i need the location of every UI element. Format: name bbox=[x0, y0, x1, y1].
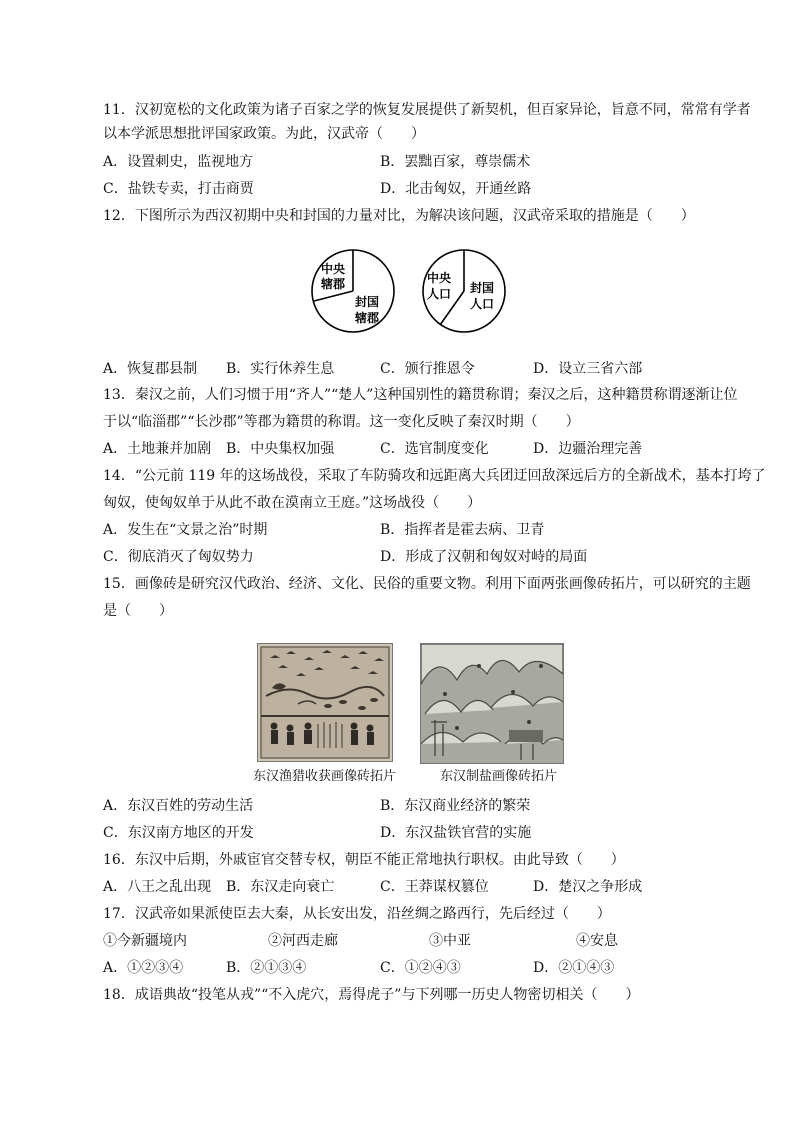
pie1-small-label1: 中央 bbox=[321, 262, 346, 276]
q15-option-d: D．东汉盐铁官营的实施 bbox=[380, 825, 532, 841]
pie1-large-label2: 辖郡 bbox=[355, 311, 380, 325]
q14-option-d: D．形成了汉朝和匈奴对峙的局面 bbox=[380, 549, 588, 565]
q17-stem-line1: 17．汉武帝如果派使臣去大秦，从长安出发，沿丝绸之路西行，先后经过（ ） bbox=[103, 906, 611, 922]
q17-item-2: ②河西走廊 bbox=[268, 933, 338, 949]
q17-item-4: ④安息 bbox=[576, 933, 618, 949]
q13-option-a: A．土地兼并加剧 bbox=[103, 441, 212, 457]
q12-option-c: C．颁行推恩令 bbox=[380, 361, 475, 377]
q11-option-c: C．盐铁专卖，打击商贾 bbox=[103, 181, 254, 197]
q15-option-b: B．东汉商业经济的繁荣 bbox=[380, 798, 531, 814]
q11-stem-line1: 11．汉初宽松的文化政策为诸子百家之学的恢复发展提供了新契机，但百家异论，旨意不同，常常有学者 bbox=[103, 102, 751, 118]
q13-stem-line1: 13．秦汉之前，人们习惯于用“齐人”“楚人”这种国别性的籍贯称谓；秦汉之后，这种籍贯称谓逐渐让位 bbox=[103, 387, 738, 403]
rubbing-caption-2: 东汉制盐画像砖拓片 bbox=[440, 769, 558, 784]
q14-option-c: C．彻底消灭了匈奴势力 bbox=[103, 549, 254, 565]
q12-option-a: A．恢复郡县制 bbox=[103, 361, 198, 377]
q13-option-c: C．选官制度变化 bbox=[380, 441, 489, 457]
pie2-small-label2: 人口 bbox=[427, 287, 452, 301]
q16-stem-line1: 16．东汉中后期，外戚宦官交替专权，朝臣不能正常地执行职权。由此导致（ ） bbox=[103, 852, 625, 868]
pie-chart-population bbox=[420, 246, 508, 340]
q15-option-c: C．东汉南方地区的开发 bbox=[103, 825, 254, 841]
q14-option-a: A．发生在“文景之治”时期 bbox=[103, 522, 268, 538]
q16-option-c: C．王莽谋权篡位 bbox=[380, 879, 489, 895]
q17-option-c: C．①②④③ bbox=[380, 960, 461, 976]
q14-stem-line1: 14．“公元前 119 年的这场战役，采取了车防骑攻和远距离大兵团迂回敌深远后方的全新战术，基本打垮了 bbox=[103, 468, 766, 484]
rubbing-caption-1: 东汉渔猎收获画像砖拓片 bbox=[253, 769, 397, 784]
pie2-large-label2: 人口 bbox=[470, 297, 495, 311]
q17-option-a: A．①②③④ bbox=[103, 960, 184, 976]
q11-option-d: D．北击匈奴，开通丝路 bbox=[380, 181, 532, 197]
pie2-large-label1: 封国 bbox=[470, 281, 495, 295]
q12-stem-line1: 12．下图所示为西汉初期中央和封国的力量对比，为解决该问题，汉武帝采取的措施是（ ） bbox=[103, 208, 695, 224]
q11-option-a: A．设置刺史，监视地方 bbox=[103, 154, 254, 170]
q17-item-3: ③中亚 bbox=[429, 933, 471, 949]
q12-option-b: B．实行休养生息 bbox=[226, 361, 335, 377]
q11-stem-line2: 以本学派思想批评国家政策。为此，汉武帝（ ） bbox=[103, 126, 425, 142]
pie1-small-label2: 辖郡 bbox=[321, 277, 346, 291]
pie1-large-label1: 封国 bbox=[355, 295, 380, 309]
fishing-hunting-harvest-rubbing-image bbox=[257, 643, 393, 762]
q17-item-1: ①今新疆境内 bbox=[103, 933, 187, 949]
q16-option-a: A．八王之乱出现 bbox=[103, 879, 212, 895]
q15-stem-line2: 是（ ） bbox=[103, 603, 173, 619]
pie-chart-commanderies bbox=[309, 246, 397, 340]
q14-option-b: B．指挥者是霍去病、卫青 bbox=[380, 522, 545, 538]
q11-option-b: B．罢黜百家，尊崇儒术 bbox=[380, 154, 531, 170]
q14-stem-line2: 匈奴，使匈奴单于从此不敢在漠南立王庭。”这场战役（ ） bbox=[103, 495, 482, 511]
q18-stem-line1: 18．成语典故“投笔从戎”“不入虎穴，焉得虎子”与下列哪一历史人物密切相关（ ） bbox=[103, 987, 640, 1003]
q16-option-d: D．楚汉之争形成 bbox=[533, 879, 643, 895]
q13-option-d: D．边疆治理完善 bbox=[533, 441, 643, 457]
q13-option-b: B．中央集权加强 bbox=[226, 441, 335, 457]
pie2-small-label1: 中央 bbox=[427, 271, 452, 285]
q15-option-a: A．东汉百姓的劳动生活 bbox=[103, 798, 254, 814]
q16-option-b: B．东汉走向衰亡 bbox=[226, 879, 335, 895]
q12-option-d: D．设立三省六部 bbox=[533, 361, 643, 377]
q17-option-b: B．②①③④ bbox=[226, 960, 307, 976]
salt-making-rubbing-image bbox=[420, 643, 564, 764]
q13-stem-line2: 于以“临淄郡”“长沙郡”等郡为籍贯的称谓。这一变化反映了秦汉时期（ ） bbox=[103, 414, 580, 430]
q15-stem-line1: 15．画像砖是研究汉代政治、经济、文化、民俗的重要文物。利用下面两张画像砖拓片，可以研究的主题 bbox=[103, 576, 751, 592]
q17-option-d: D．②①④③ bbox=[533, 960, 615, 976]
